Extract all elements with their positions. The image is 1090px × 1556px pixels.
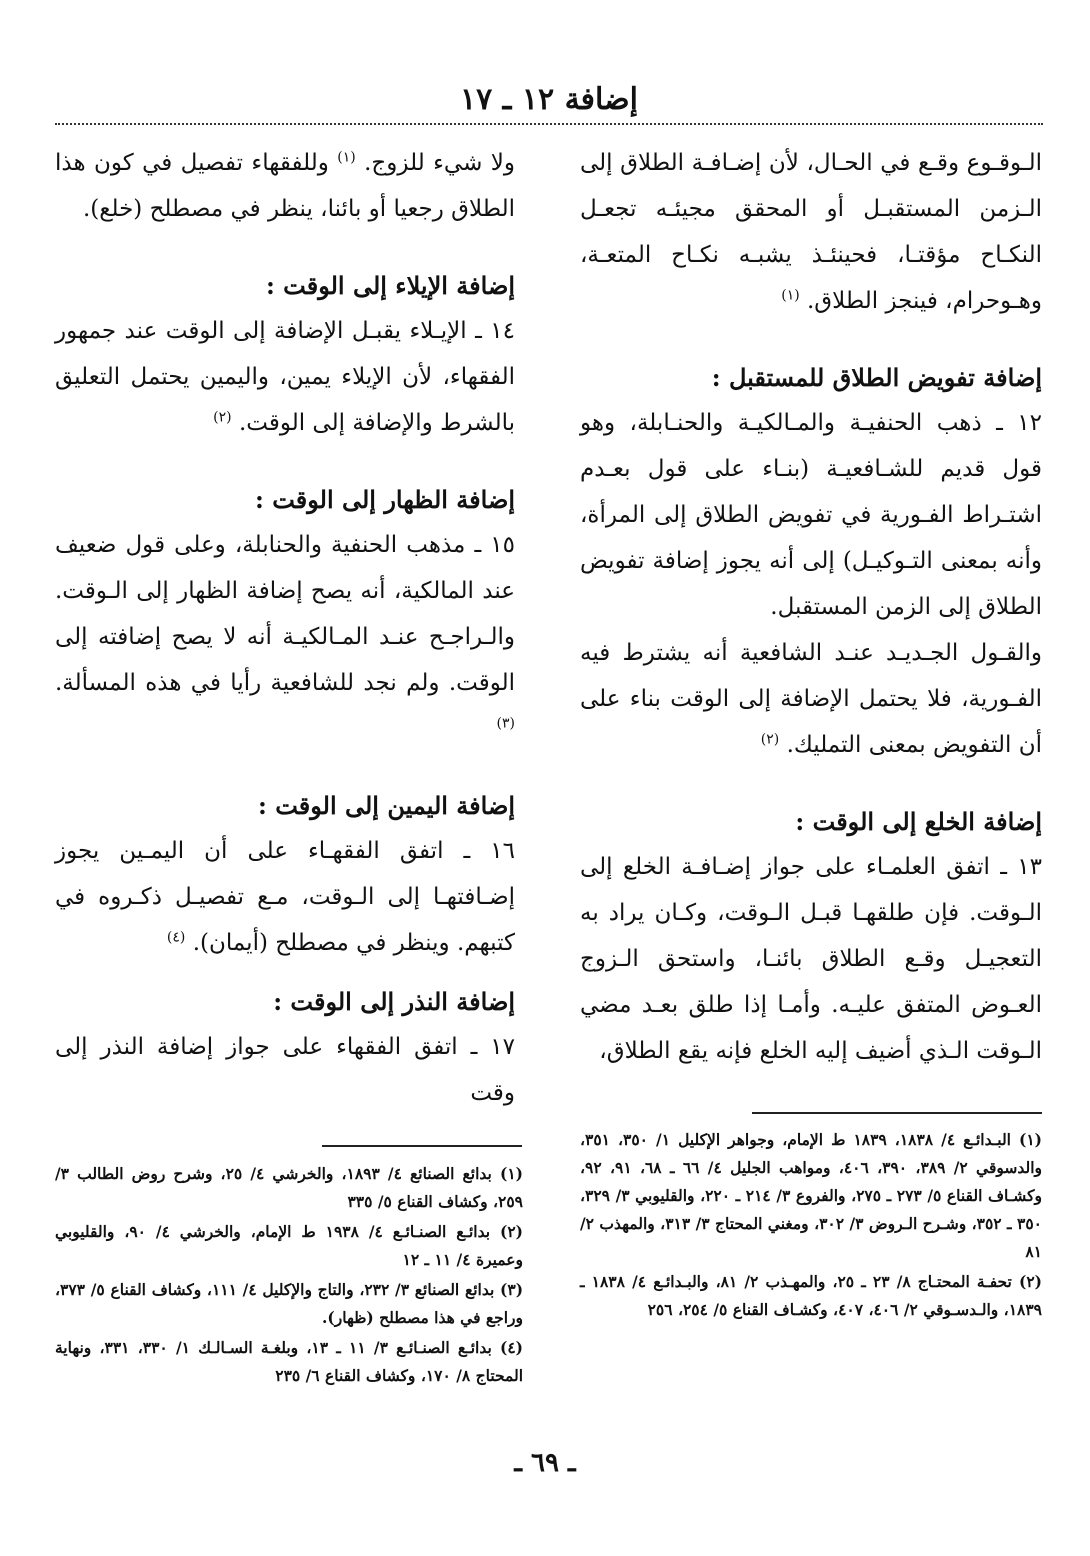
paragraph: ١٢ ـ ذهب الحنفيـة والمـالكيـة والحنـابلة، وهو قول قديم للشـافعيـة (بنـاء على قول بعـدم اشتـراط الفـورية في تفويض الطلاق إلى المرأة، وأنه بمعنى التـوكيـل) إلى أنه يجوز إضافة تفويض الطلاق إلى الزمن المستقبل. [580, 410, 1042, 620]
paragraph: والقـول الجـديـد عنـد الشافعية أنه يشترط فيه الفـورية، فلا يحتمل الإضافة إلى الوقت بناء على أن التفويض بمعنى التمليك. $^{(٢)}$ [580, 640, 1042, 758]
section-heading: إضافة النذر إلى الوقت : [273, 987, 515, 1016]
section-heading: إضافة الخلع إلى الوقت : [795, 807, 1042, 836]
footnote-ref: (٢) [213, 409, 232, 426]
paragraph: ولا شيء للزوج. $^{(١)}$ وللفقهاء تفصيل في كون هذا الطلاق رجعيا أو بائنا، ينظر في مصطلح (خلع). [55, 149, 515, 222]
footnote: (١) بدائع الصنائع ٤/ ١٨٩٣، والخرشي ٤/ ٢٥، وشرح روض الطالب ٣/ ٢٥٩، وكشاف القناع ٥/ ٣٣٥ [55, 1164, 523, 1211]
spacer [55, 752, 515, 784]
section-heading: إضافة الإيلاء إلى الوقت : [265, 271, 515, 300]
footnote: (٢) بدائـع الصنـائـع ٤/ ١٩٣٨ ط الإمام، والخرشي ٤/ ٩٠، والقليوبي وعميرة ٤/ ١١ ـ ١٢ [55, 1222, 523, 1269]
left-footnotes [55, 1160, 523, 1392]
right-footnotes [580, 1126, 1042, 1326]
section-heading: إضافة اليمين إلى الوقت : [258, 791, 515, 820]
section-heading: إضافة تفويض الطلاق للمستقبل : [711, 363, 1042, 392]
paragraph: ١٦ ـ اتفق الفقهـاء على أن اليمـين يجوز إضـافتهـا إلى الـوقت، مـع تفصيـل ذكـروه في كتبهم. وينظر في مصطلح (أيمان). $^{(٤)}$ [55, 838, 515, 956]
spacer [55, 966, 515, 980]
footnote: (٢) تحفـة المحتـاج ٨/ ٢٣ ـ ٢٥، والمهـذب ٢/ ٨١، والبـدائـع ٤/ ١٨٣٨ ـ ١٨٣٩، والـدسـوقي ٢/ ٤٠٦، ٤٠٧، وكشـاف القناع ٥/ ٢٥٤، ٢٥٦ [580, 1272, 1042, 1319]
footnote-ref: (٣) [496, 715, 515, 732]
footnote-rule [322, 1145, 522, 1147]
paragraph: ١٧ ـ اتفق الفقهاء على جواز إضافة النذر إلى وقت [55, 1034, 515, 1106]
footnote-ref: (١) [781, 287, 800, 304]
footnote: (٣) بدائع الصنائع ٣/ ٢٣٢، والتاج والإكليل ٤/ ١١١، وكشاف القناع ٥/ ٣٧٣، وراجع في هذا مصطلح (ظهار). [55, 1280, 524, 1327]
header-divider [55, 123, 1043, 125]
right-column [580, 140, 1042, 1074]
page-number: ـ ٦٩ ـ [514, 1448, 576, 1478]
section-heading: إضافة الظهار إلى الوقت : [254, 485, 515, 514]
spacer [580, 324, 1042, 356]
spacer [580, 768, 1042, 800]
footnote-ref: (١) [337, 149, 356, 166]
paragraph: ١٤ ـ الإيـلاء يقبـل الإضافة إلى الوقت عند جمهور الفقهاء، لأن الإيلاء يمين، واليمين يحتمل التعليق بالشرط والإضافة إلى الوقت. $^{(٢)}$ [55, 318, 515, 436]
paragraph: ١٥ ـ مذهب الحنفية والحنابلة، وعلى قول ضعيف عند المالكية، أنه يصح إضافة الظهار إلى الـوقت. والـراجـح عنـد المـالكيـة أنه لا يصح إضافته إلى الوقت. ولم نجد للشافعية رأيا في هذه المسألة. $^{(٣)}$ [55, 532, 515, 732]
footnote-rule [752, 1112, 1042, 1114]
footnote-ref: (٢) [760, 731, 780, 748]
page-header: إضافة ١٢ ـ ١٧ [460, 82, 638, 117]
footnote: (١) البـدائـع ٤/ ١٨٣٨، ١٨٣٩ ط الإمام، وجواهر الإكليل ١/ ٣٥٠، ٣٥١، والدسوقي ٢/ ٣٨٩، ٣٩٠، ٤٠٦، ومواهب الجليل ٤/ ٦٦ ـ ٦٨، ٩١، ٩٢، وكشـاف القناع ٥/ ٢٧٣ ـ ٢٧٥، والفروع ٣/ ٢١٤ ـ ٢٢٠، والقليوبي ٣/ ٣٢٩، ٣٥٠ ـ ٣٥٢، وشـرح الـروض ٣/ ٣٠٢، ومغني المحتاج ٣/ ٣١٣، والمهذب ٢/ ٨١ [580, 1130, 1043, 1261]
footnote: (٤) بدائـع الصنـائـع ٣/ ١١ ـ ١٣، وبلغـة السـالـك ١/ ٣٣٠، ٣٣١، ونهاية المحتاج ٨/ ١٧٠، وكشاف القناع ٦/ ٢٣٥ [55, 1338, 524, 1385]
footnote-ref: (٤) [166, 929, 186, 946]
paragraph: ١٣ ـ اتفق العلمـاء على جواز إضـافـة الخلع إلى الـوقت. فإن طلقهـا قبـل الـوقت، وكـان يراد به التعجيـل وقـع الطلاق بائنـا، واستحق الـزوج العـوض المتفق عليـه. وأمـا إذا طلق بعـد مضي الـوقت الـذي أضيف إليه الخلع فإنه يقع الطلاق، [580, 854, 1042, 1064]
spacer [55, 446, 515, 478]
paragraph: الـوقـوع وقـع في الحـال، لأن إضـافـة الطلاق إلى الـزمن المستقبـل أو المحقق مجيئـه تجعـل النكـاح مؤقتـا، فحينئـذ يشبـه نكـاح المتعـة، وهـوحرام، فينجز الطلاق. $^{(١)}$ [580, 150, 1042, 314]
spacer [55, 232, 515, 264]
left-column [55, 140, 515, 1116]
